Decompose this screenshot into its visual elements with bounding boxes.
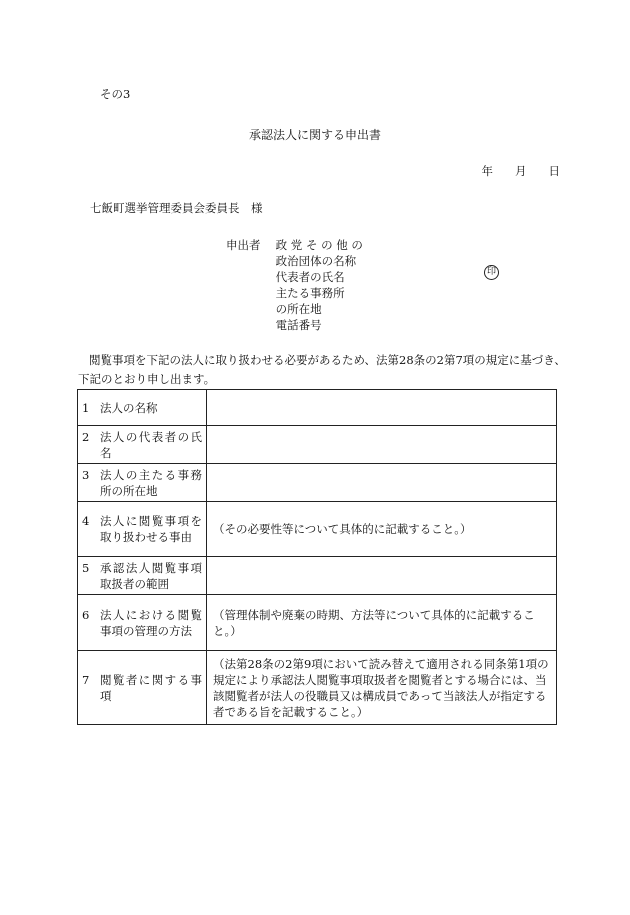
applicant-field-org-line1: 政 党 そ の 他 の [275, 238, 363, 252]
row-value-cell[interactable] [207, 426, 557, 464]
row-item-cell [78, 502, 207, 557]
row-item-cell [78, 595, 207, 651]
table-row [78, 557, 557, 595]
row-item-label: 法人における閲覧事項の管理の方法 [100, 607, 202, 638]
applicant-field-office-line1: 主たる事務所 [275, 286, 345, 300]
row-item-label: 法人の代表者の氏名 [100, 429, 202, 460]
row-item-cell [78, 390, 207, 426]
row-number: 6 [82, 607, 90, 622]
row-number: 5 [82, 560, 90, 575]
row-item-label: 閲覧者に関する事項 [100, 672, 202, 703]
applicant-field-office-line2: の所在地 [275, 302, 322, 316]
document-title: 承認法人に関する申出書 [248, 128, 381, 142]
intro-line-1: 閲覧事項を下記の法人に取り扱わせる必要があるため、法第28条の2第7項の規定に基づき、 [89, 353, 566, 367]
intro-paragraph [78, 351, 566, 389]
row-item-label: 承認法人閲覧事項取扱者の範囲 [100, 560, 202, 591]
row-item-cell [78, 557, 207, 595]
row-value-cell[interactable] [207, 390, 557, 426]
row-item-cell [78, 651, 207, 725]
row-value-cell[interactable] [207, 464, 557, 502]
row-number: 3 [82, 467, 90, 482]
intro-line-2: 下記のとおり申し出ます。 [78, 372, 216, 386]
applicant-field-representative: 代表者の氏名 [275, 270, 345, 284]
date-line [482, 163, 561, 179]
row-number: 7 [82, 672, 90, 687]
addressee: 七飯町選挙管理委員会委員長 様 [90, 201, 263, 215]
row-number: 4 [82, 514, 90, 528]
row-number: 2 [82, 429, 90, 444]
row-item-cell [78, 426, 207, 464]
table-row [78, 651, 557, 725]
applicant-fields [276, 237, 363, 333]
date-month-label: 月 [515, 164, 527, 178]
row-value-cell[interactable]: （管理体制や廃棄の時期、方法等について具体的に記載すること。） [207, 595, 557, 651]
row-value-cell[interactable]: （その必要性等について具体的に記載すること。） [207, 502, 557, 557]
row-value-cell[interactable] [207, 557, 557, 595]
table-row [78, 390, 557, 426]
date-day-label: 日 [548, 164, 560, 178]
table-row [78, 426, 557, 464]
form-number: その3 [100, 87, 131, 101]
date-year-label: 年 [481, 164, 493, 178]
applicant-field-phone: 電話番号 [275, 318, 322, 332]
row-item-label: 法人の主たる事務所の所在地 [100, 467, 202, 498]
row-item-cell [78, 464, 207, 502]
seal-mark: 印 [484, 265, 499, 280]
applicant-block [226, 237, 363, 333]
table-row [78, 464, 557, 502]
row-number: 1 [82, 400, 90, 415]
row-value-cell[interactable]: （法第28条の2第9項において読み替えて適用される同条第1項の規定により承認法人閲覧事項取扱者を閲覧者とする場合には、当該閲覧者が法人の役職員又は構成員であって当該法人が指定する者である旨を記載すること。） [207, 651, 557, 725]
applicant-field-org-line2: 政治団体の名称 [275, 254, 357, 268]
table-row [78, 502, 557, 557]
details-table [77, 389, 557, 725]
table-row [78, 595, 557, 651]
row-item-label: 法人の名称 [100, 400, 158, 415]
row-item-label: 法人に閲覧事項を取り扱わせる事由 [100, 514, 202, 544]
applicant-label: 申出者 [226, 238, 261, 252]
